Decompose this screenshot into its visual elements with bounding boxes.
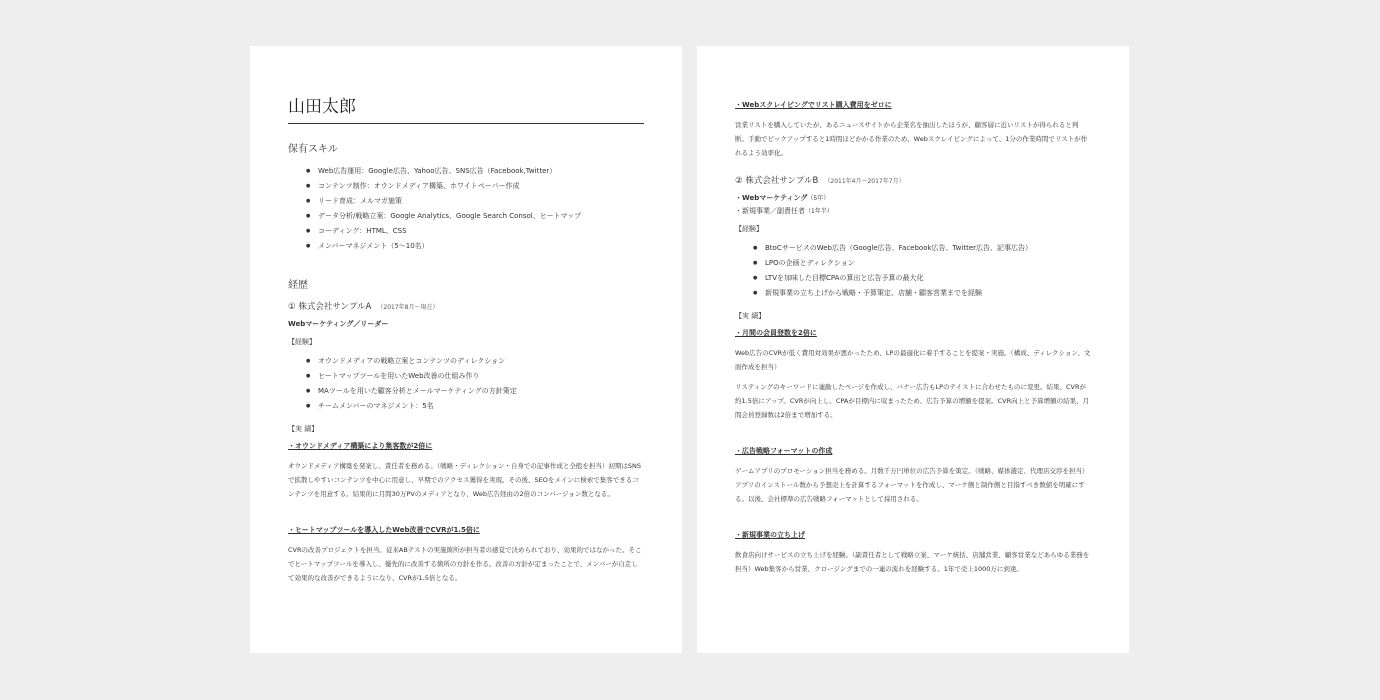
- resume-page-2: [697, 46, 1129, 653]
- page-title: 山田太郎: [288, 92, 644, 124]
- role-text: [735, 205, 1091, 218]
- achievement-body: オウンドメディア構築を発案し、責任者を務める。（戦略・ディレクション・自身での記事作成と全般を担当）初期はSNSで拡散しやすいコンテンツを中心に用意し、早期でのアクセス獲得を実現。その後、SEOをメインに検索で集客できるコンテンツを用意する。結果的に月間30万PVのメディアとなり、Web広告経由の2倍のコンバージョン数となる。: [288, 462, 641, 498]
- achievement-body: CVRの改善プロジェクトを担当。従来ABテストの実施箇所が担当者の感覚で決められており、効果的ではなかった。そこでヒートマップツールを導入し、優先的に改善する箇所の方針を作る。改善の方針が定まったことで、メンバーが自走して効果的な改善ができるようになり、CVRが1.5倍となる。: [288, 546, 642, 582]
- experience-label: 【経験】: [288, 338, 316, 346]
- career-heading: 経歴: [288, 280, 308, 291]
- company-period: （2011年4月〜2017年7月）: [824, 178, 905, 185]
- achievement-body: 営業リストを購入していたが、あるニュースサイトから企業名を抽出したほうが、顧客層に近いリストが得られると判断。手動でピックアップすると1時間ほどかかる作業のため、Webスクレイピングによって、1分の作業時間でリストが作れるよう効率化。: [735, 121, 1088, 157]
- company-period: （2017年8月〜現在）: [377, 304, 439, 311]
- achievement-title: ・Webスクレイピングでリスト購入費用をゼロに: [735, 101, 892, 109]
- experience-list: [288, 354, 644, 414]
- resume-page-1: [250, 46, 682, 653]
- list-item: ● データ分析/戦略立案：Google Analytics、Google Search Consol、ヒートマップ: [306, 209, 644, 224]
- list-item: ● 新規事業の立ち上げから戦略・予算策定、店舗・顧客営業までを経験: [753, 286, 1091, 301]
- list-item: ● BtoCサービスのWeb広告（Google広告、Facebook広告、Twitter広告、記事広告）: [753, 241, 1091, 256]
- achievement-title: ・広告戦略フォーマットの作成: [735, 447, 833, 455]
- achievement-body: リスティングのキーワードに連動したページを作成し、バナー広告もLPのテイストに合わせたものに変更。結果、CVRが約1.5倍にアップ。CVRが向上し、CPAが目標内に収まったため、広告予算の増額を提案。CVR向上と予算増額の結果、月間会員登録数は2倍まで増加する。: [735, 383, 1090, 419]
- skills-list: [288, 164, 644, 254]
- role-years: （5年）: [807, 195, 830, 202]
- list-item: ● リード育成：メルマガ施策: [306, 194, 644, 209]
- role-years: （1年半）: [805, 208, 833, 215]
- list-item: ● コンテンツ制作：オウンドメディア構築、ホワイトペーパー作成: [306, 179, 644, 194]
- list-item: ● MAツールを用いた顧客分析とメールマーケティングの方針策定: [306, 384, 644, 399]
- achievement-body: ゲームアプリのプロモーション担当を務める。月数千万円単位の広告予算を策定。（戦略、媒体選定、代理店交渉を担当）アプリのインストール数から予想売上を計算するフォーマットを作成し、マーケ側と制作側と目指すべき数値を明確にする。以後、会社標準の広告戦略フォーマットとして採用される。: [735, 467, 1089, 503]
- company-b-heading: [735, 174, 1091, 186]
- company-name: ② 株式会社サンプルB: [735, 176, 819, 186]
- list-item: ● ヒートマップツールを用いたWeb改善の仕組み作り: [306, 369, 644, 384]
- achievement-title: ・新規事業の立ち上げ: [735, 531, 805, 539]
- experience-label: 【経験】: [735, 225, 763, 233]
- achievement-title: ・オウンドメディア構築により集客数が2倍に: [288, 442, 433, 450]
- list-item: ● メンバーマネジメント（5〜10名）: [306, 239, 644, 254]
- company-name: ① 株式会社サンプルA: [288, 302, 372, 312]
- experience-list: [735, 241, 1091, 301]
- list-item: ● オウンドメディアの戦略立案とコンテンツのディレクション: [306, 354, 644, 369]
- role-name: ・新規事業／副責任者: [735, 207, 805, 215]
- results-label: 【実 績】: [288, 425, 319, 433]
- results-label: 【実 績】: [735, 312, 766, 320]
- list-item: ● LTVを加味した目標CPAの算出と広告予算の最大化: [753, 271, 1091, 286]
- list-item: ● チームメンバーのマネジメント：5名: [306, 399, 644, 414]
- list-item: ● コーディング：HTML、CSS: [306, 224, 644, 239]
- achievement-body: 飲食店向けサービスの立ち上げを経験。（副責任者として戦略立案、マーケ統括、店舗営業、顧客営業などあらゆる業務を担当）Web集客から営業、クロージングまでの一連の流れを経験する。1年で売上1000万に到達。: [735, 551, 1090, 573]
- list-item: ● LPOの企画とディレクション: [753, 256, 1091, 271]
- achievement-title: ・ヒートマップツールを導入したWeb改善でCVRが1.5倍に: [288, 526, 480, 534]
- skills-heading: 保有スキル: [288, 144, 338, 155]
- role-name: ・Webマーケティング: [735, 194, 808, 202]
- achievement-body: Web広告のCVRが低く費用対効果が悪かったため、LPの最適化に着手することを提案・実施。（構成、ディレクション、文面作成を担当）: [735, 349, 1091, 371]
- role-text: [735, 192, 1091, 205]
- company-a-heading: [288, 300, 644, 312]
- list-item: ● Web広告運用：Google広告、Yahoo広告、SNS広告（Facebook,Twitter）: [306, 164, 644, 179]
- achievement-title: ・月間の会員登数を2倍に: [735, 329, 817, 337]
- role-text: Webマーケティング／リーダー: [288, 320, 389, 328]
